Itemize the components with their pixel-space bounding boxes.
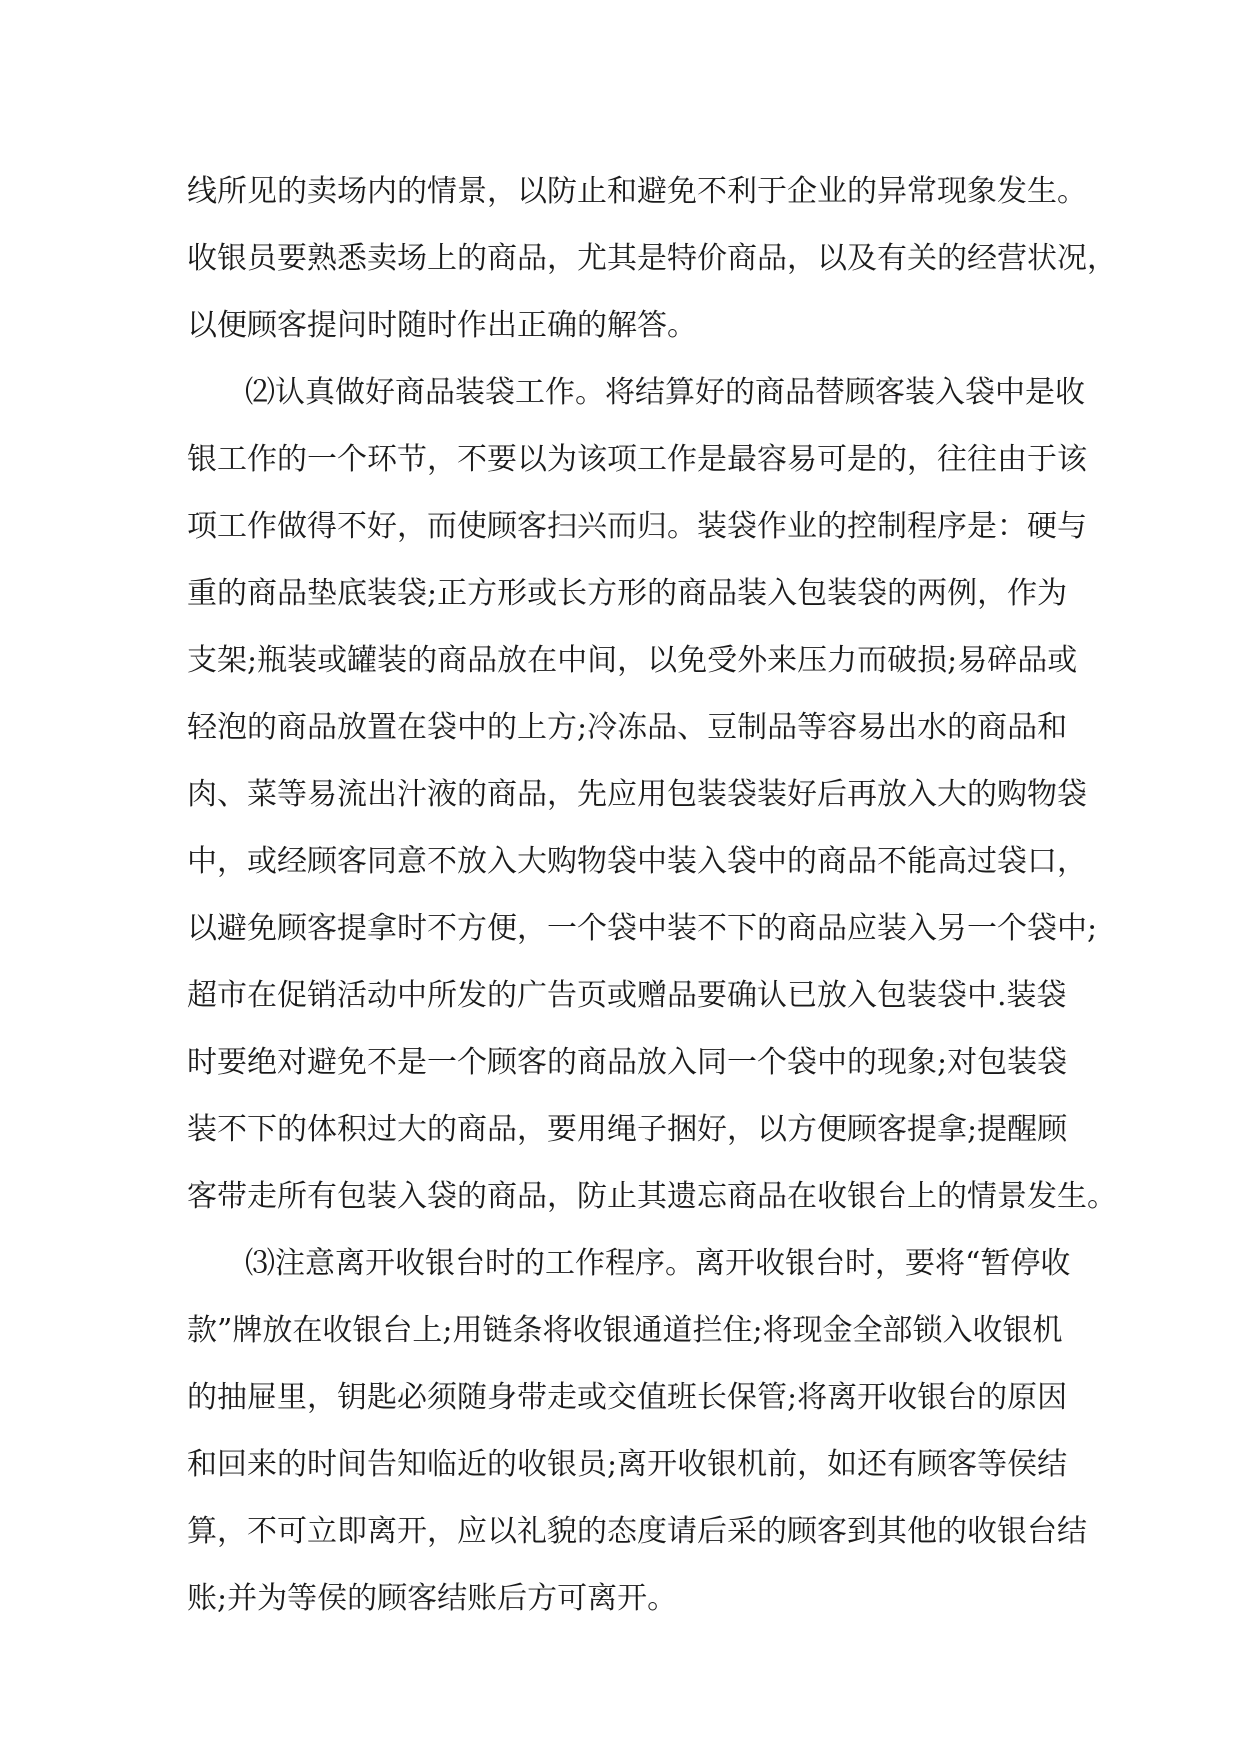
text-line: 款”牌放在收银台上;用链条将收银通道拦住;将现金全部锁入收银机	[187, 1313, 1063, 1348]
text-line: 项工作做得不好，而使顾客扫兴而归。装袋作业的控制程序是：硬与	[187, 509, 1087, 544]
text-line: 的抽屉里，钥匙必须随身带走或交值班长保管;将离开收银台的原因	[187, 1380, 1068, 1415]
text-line: 以便顾客提问时随时作出正确的解答。	[187, 308, 697, 343]
text-line: 算，不可立即离开，应以礼貌的态度请后采的顾客到其他的收银台结	[187, 1514, 1087, 1549]
text-line: 时要绝对避免不是一个顾客的商品放入同一个袋中的现象;对包装袋	[187, 1045, 1068, 1080]
text-line: 轻泡的商品放置在袋中的上方;冷冻品、豆制品等容易出水的商品和	[187, 710, 1068, 745]
text-line: 线所见的卖场内的情景，以防止和避免不利于企业的异常现象发生。	[187, 174, 1087, 209]
text-line: 重的商品垫底装袋;正方形或长方形的商品装入包装袋的两例，作为	[187, 576, 1068, 611]
text-line: ⑶注意离开收银台时的工作程序。离开收银台时，要将“暂停收	[245, 1246, 1071, 1281]
text-line: 账;并为等侯的顾客结账后方可离开。	[187, 1581, 678, 1616]
text-line: 支架;瓶装或罐装的商品放在中间，以免受外来压力而破损;易碎品或	[187, 643, 1078, 678]
text-line: 和回来的时间告知临近的收银员;离开收银机前，如还有顾客等侯结	[187, 1447, 1068, 1482]
text-line: 收银员要熟悉卖场上的商品，尤其是特价商品，以及有关的经营状况，	[187, 241, 1117, 276]
paragraph-1	[187, 158, 1117, 359]
paragraph-3	[187, 1230, 1087, 1632]
text-line: 中，或经顾客同意不放入大购物袋中装入袋中的商品不能高过袋口，	[187, 844, 1087, 879]
text-line: 超市在促销活动中所发的广告页或赠品要确认已放入包装袋中.装袋	[187, 978, 1067, 1013]
document-body	[187, 158, 1117, 1632]
text-line: 肉、菜等易流出汁液的商品，先应用包装袋装好后再放入大的购物袋	[187, 777, 1087, 812]
text-line: 银工作的一个环节，不要以为该项工作是最容易可是的，往往由于该	[187, 442, 1087, 477]
text-line: 以避免顾客提拿时不方便，一个袋中装不下的商品应装入另一个袋中;	[187, 911, 1098, 946]
paragraph-2	[187, 359, 1117, 1230]
text-line: ⑵认真做好商品装袋工作。将结算好的商品替顾客装入袋中是收	[245, 375, 1085, 410]
text-line: 装不下的体积过大的商品，要用绳子捆好，以方便顾客提拿;提醒顾	[187, 1112, 1068, 1147]
text-line: 客带走所有包装入袋的商品，防止其遗忘商品在收银台上的情景发生。	[187, 1179, 1117, 1214]
